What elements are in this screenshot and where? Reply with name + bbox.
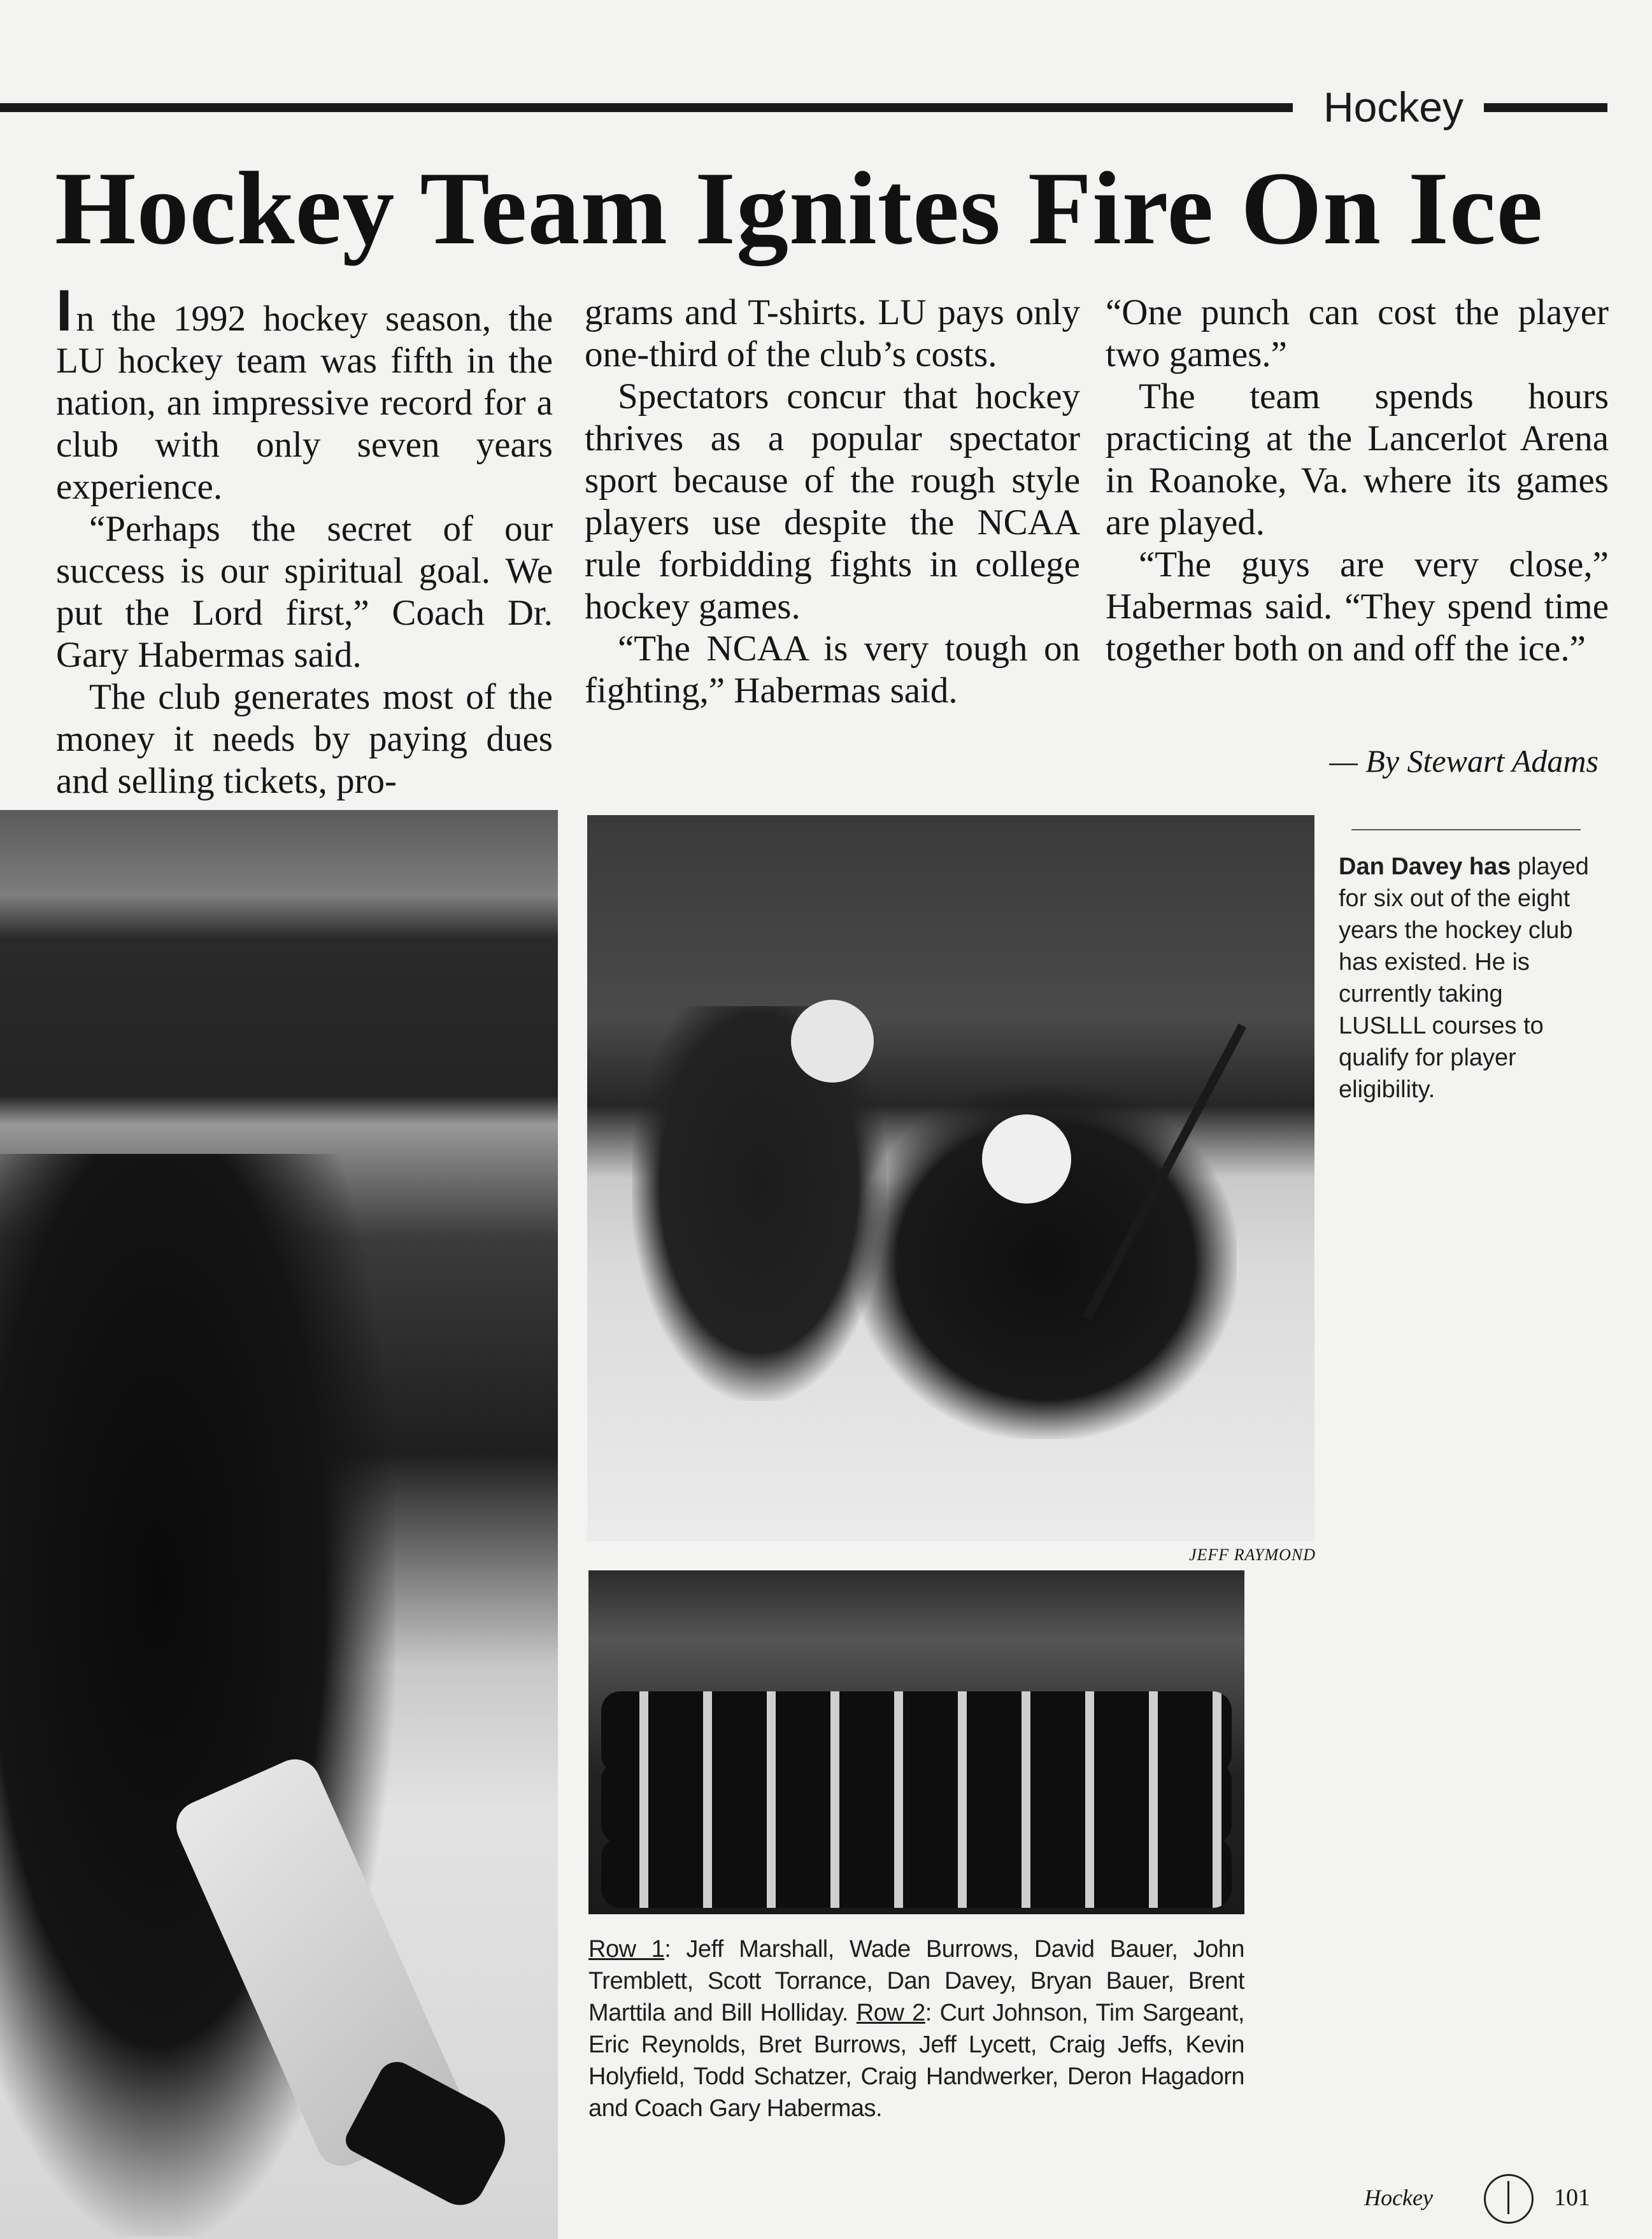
footer-section-name: Hockey [1364, 2185, 1433, 2210]
team-photo [588, 1570, 1244, 1914]
article-paragraph: “One punch can cost the player two games.” [1106, 292, 1609, 374]
hockey-action-photo [587, 815, 1314, 1541]
section-label: Hockey [1323, 83, 1464, 131]
byline: — By Stewart Adams [1329, 743, 1599, 779]
row-2-label: Row 2 [856, 2000, 925, 2026]
headline: Hockey Team Ignites Fire On Ice [55, 151, 1544, 266]
article-paragraph: “The guys are very close,” Habermas said. “They spend time together both on and off the ice.” [1106, 544, 1609, 669]
article-paragraph: “The NCAA is very tough on fighting,” Habermas said. [585, 629, 1080, 711]
article-paragraph: n the 1992 hockey season, the LU hockey team was fifth in the nation, an impressive record for a club with only seven years experience. [56, 299, 553, 507]
header-rule-left [0, 103, 1293, 112]
page-number: 101 [1554, 2184, 1590, 2211]
article-paragraph: Spectators concur that hockey thrives as a popular spectator sport because of the rough style players use despite the NCAA rule forbidding fights in college hockey games. [585, 376, 1080, 627]
skater-closeup-photo [0, 810, 558, 2239]
row-1-names: : Jeff Marshall, Wade Burrows, David Bauer, John Tremblett, Scott Torrance, Dan Davey, Bryan Bauer, Brent Marttila and Bill Holliday. [588, 1936, 1244, 2026]
article-paragraph: The club generates most of the money it needs by paying dues and selling tickets, pro- [56, 677, 553, 801]
caption-divider [1351, 829, 1581, 830]
article-column-1 [56, 278, 553, 807]
caption-lead: Dan Davey has [1339, 853, 1511, 880]
article-paragraph: grams and T-shirts. LU pays only one-third of the club’s costs. [585, 292, 1080, 374]
row-2-names: : Curt Johnson, Tim Sargeant, Eric Reynolds, Bret Burrows, Jeff Lycett, Craig Jeffs, Kevin Holyfield, Todd Schatzer, Craig Handwerker, Deron Hagadorn and Coach Gary Habermas. [588, 2000, 1244, 2122]
photo-credit: JEFF RAYMOND [1188, 1546, 1316, 1564]
team-photo-caption [588, 1933, 1244, 2124]
row-1-label: Row 1 [588, 1936, 665, 1963]
article-paragraph: The team spends hours practicing at the Lancerlot Arena in Roanoke, Va. where its games are played. [1106, 376, 1609, 543]
header-rule-right [1484, 103, 1607, 112]
drop-cap: I [56, 278, 73, 343]
article-paragraph: “Perhaps the secret of our success is our spiritual goal. We put the Lord first,” Coach Dr. Gary Habermas said. [56, 509, 553, 675]
caption-body: played for six out of the eight years the hockey club has existed. He is currently taking LUSLLL courses to qualify for player eligibility. [1339, 853, 1589, 1103]
article-column-3 [1106, 292, 1609, 699]
action-photo-caption [1339, 851, 1593, 1118]
article-column-2 [585, 292, 1080, 807]
flame-logo-icon [1484, 2174, 1534, 2224]
